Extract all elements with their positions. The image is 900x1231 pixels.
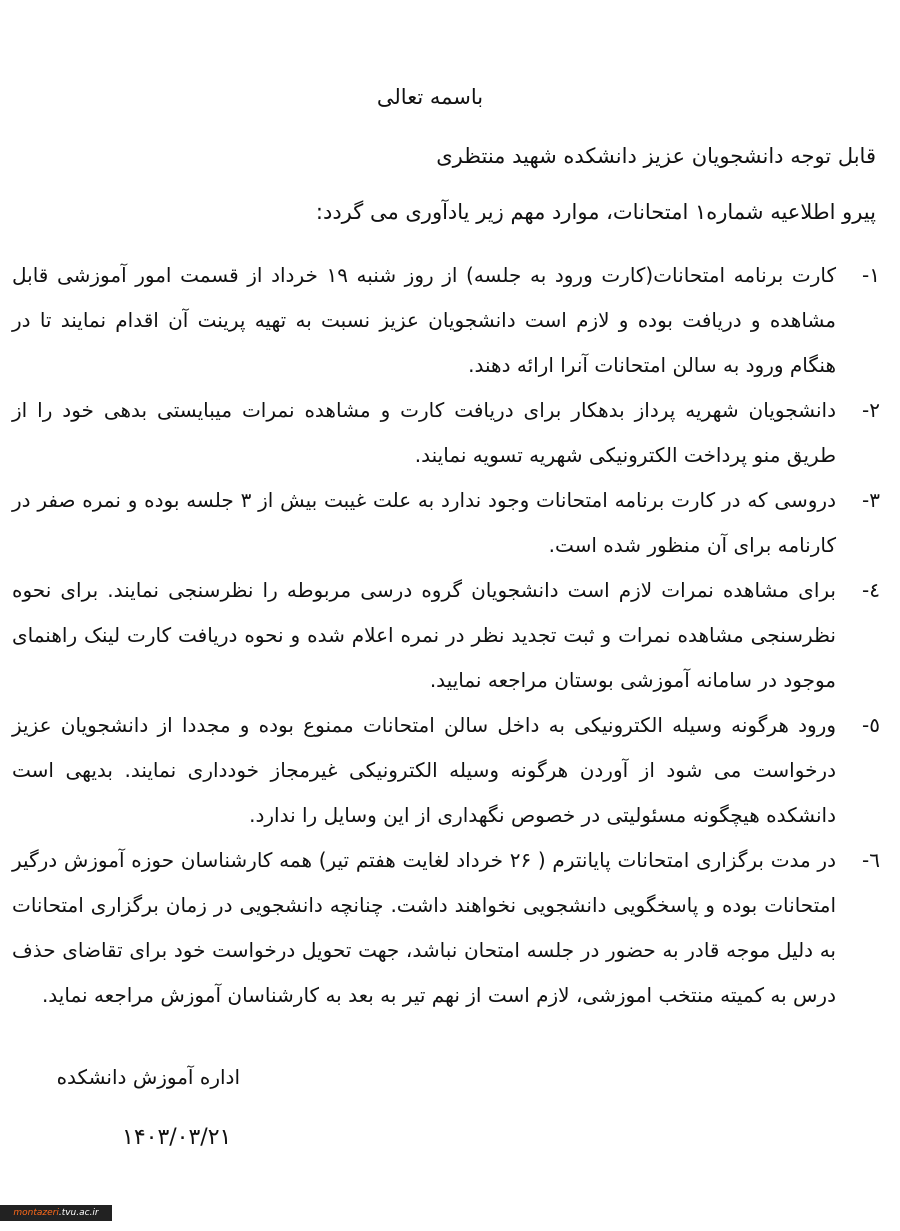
item-number: ٦- bbox=[862, 848, 880, 872]
notice-item-2 bbox=[12, 388, 880, 478]
addressee-line: قابل توجه دانشجویان عزیز دانشکده شهید منتظری bbox=[436, 144, 876, 168]
item-text: ورود هرگونه وسیله الکترونیکی به داخل سالن امتحانات ممنوع بوده و مجددا از دانشجویان عزیز درخواست می شود از آوردن هرگونه وسیله الکترونیکی غیرمجاز خودداری نمایند. بدیهی است دانشکده هیچگونه مسئولیتی در خصوص نگهداری از این وسایل را ندارد. bbox=[12, 713, 836, 827]
notice-item-4 bbox=[12, 568, 880, 703]
signature-office: اداره آموزش دانشکده bbox=[56, 1065, 240, 1089]
item-number: ۲- bbox=[862, 398, 880, 422]
item-text: دانشجویان شهریه پرداز بدهکار برای دریافت کارت و مشاهده نمرات میبایستی بدهی خود را از طریق منو پرداخت الکترونیکی شهریه تسویه نمایند. bbox=[12, 398, 836, 467]
item-text: در مدت برگزاری امتحانات پایانترم ( ۲۶ خرداد لغایت هفتم تیر) همه کارشناسان حوزه آموزش درگیر امتحانات بوده و پاسخگویی دانشجویی نخواهند داشت. چنانچه دانشجویی در زمان برگزاری امتحانات به دلیل موجه قادر به حضور در جلسه امتحان نباشد، جهت تحویل درخواست خود برای تقاضای حذف درس به کمیته منتخب اموزشی، لازم است از نهم تیر به بعد به کارشناسان آموزش مراجعه نماید. bbox=[12, 848, 836, 1007]
notice-item-5 bbox=[12, 703, 880, 838]
heading-text: باسمه تعالی bbox=[376, 85, 484, 109]
item-number: ۱- bbox=[862, 263, 880, 287]
document-date: ۱۴۰۳/۰۳/۲۱ bbox=[122, 1125, 232, 1150]
watermark-host: montazeri bbox=[13, 1208, 59, 1218]
document-heading bbox=[0, 82, 900, 112]
item-number: ٥- bbox=[862, 713, 880, 737]
site-watermark bbox=[0, 1205, 112, 1221]
item-text: برای مشاهده نمرات لازم است دانشجویان گروه درسی مربوطه را نظرسنجی نمایند. برای نحوه نظرسنجی مشاهده نمرات و ثبت تجدید نظر در نمره اعلام شده و نحوه دریافت کارت لینک راهنمای موجود در سامانه آموزشی بوستان مراجعه نمایید. bbox=[12, 578, 836, 692]
notice-items-list bbox=[12, 253, 880, 1018]
item-text: کارت برنامه امتحانات(کارت ورود به جلسه) از روز شنبه ۱۹ خرداد از قسمت امور آموزشی قابل مشاهده و دریافت بوده و لازم است دانشجویان عزیز نسبت به تهیه پرینت آن اقدام نمایند تا در هنگام ورود به سالن امتحانات آنرا ارائه دهند. bbox=[12, 263, 837, 377]
notice-item-1 bbox=[12, 253, 880, 388]
notice-item-3 bbox=[12, 478, 880, 568]
notice-item-6 bbox=[12, 838, 880, 1018]
item-text: دروسی که در کارت برنامه امتحانات وجود ندارد به علت غیبت بیش از ۳ جلسه بوده و نمره صفر در کارنامه برای آن منظور شده است. bbox=[12, 488, 836, 557]
intro-line: پیرو اطلاعیه شماره۱ امتحانات، موارد مهم زیر یادآوری می گردد: bbox=[315, 200, 876, 224]
watermark-domain: .tvu.ac.ir bbox=[58, 1208, 99, 1218]
item-number: ۳- bbox=[862, 488, 880, 512]
item-number: ٤- bbox=[862, 578, 880, 602]
